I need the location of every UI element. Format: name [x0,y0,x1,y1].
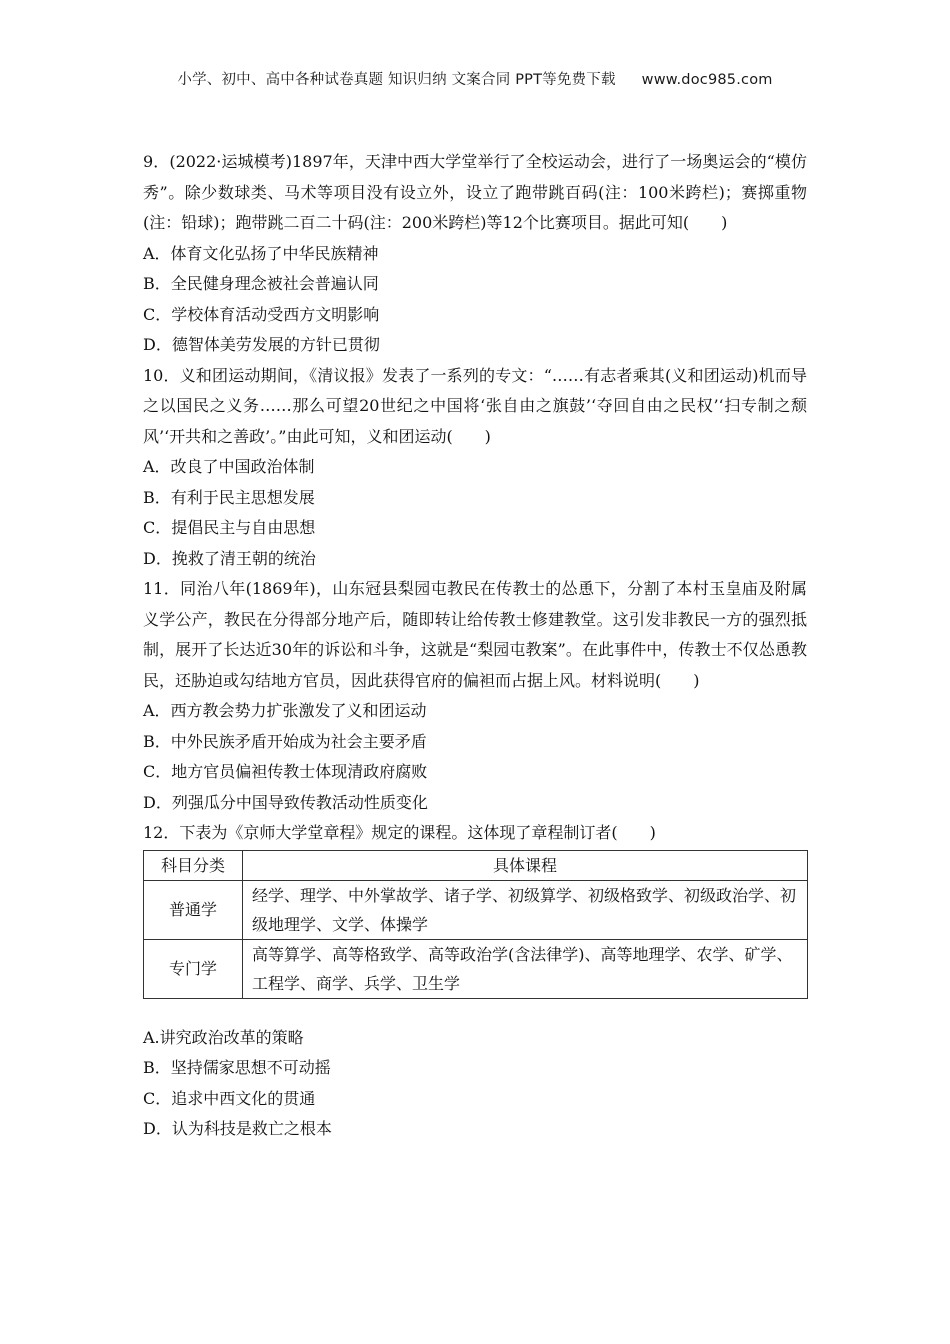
question-12-option-d: D．认为科技是救亡之根本 [143,1119,332,1138]
table-cell-courses: 经学、理学、中外掌故学、诸子学、初级算学、初级格致学、初级政治学、初级地理学、文学、体操学 [243,880,808,939]
question-10 [143,361,807,575]
question-9-option-a: A．体育文化弘扬了中华民族精神 [143,243,379,263]
question-9-option-c: C．学校体育活动受西方文明影响 [143,304,380,324]
question-12-option-c: C．追求中西文化的贯通 [143,1088,316,1108]
question-9 [143,147,807,361]
question-12-stem: 12．下表为《京师大学堂章程》规定的课程。这体现了章程制订者( ) [143,823,656,842]
question-12-option-a: A.讲究政治改革的策略 [143,1027,304,1047]
question-9-option-d: D．德智体美劳发展的方针已贯彻 [143,335,380,354]
question-12 [143,818,807,1145]
course-table [143,850,808,999]
question-12-option-b: B．坚持儒家思想不可动摇 [143,1058,331,1077]
question-10-option-c: C．提倡民主与自由思想 [143,518,316,537]
table-header-courses: 具体课程 [243,850,808,880]
question-10-option-b: B．有利于民主思想发展 [143,487,315,507]
page-header [0,68,950,89]
table-row [144,939,808,998]
question-10-stem: 10．义和团运动期间，《清议报》发表了一系列的专文：“……有志者乘其(义和团运动)机而导之以国民之义务……那么可望20世纪之中国将‘张自由之旗鼓’‘夺回自由之民权’‘扫专制之颓风’‘开共和之善政’。”由此可知，义和团运动( ) [143,365,807,446]
table-row [144,880,808,939]
question-11 [143,574,807,818]
question-11-option-c: C．地方官员偏袒传教士体现清政府腐败 [143,762,428,781]
question-11-option-d: D．列强瓜分中国导致传教活动性质变化 [143,792,428,812]
table-header-category: 科目分类 [144,850,243,880]
question-9-option-b: B．全民健身理念被社会普遍认同 [143,274,379,293]
question-11-stem: 11．同治八年(1869年)，山东冠县梨园屯教民在传教士的怂恿下，分割了本村玉皇庙及附属义学公产，教民在分得部分地产后，随即转让给传教士修建教堂。这引发非教民一方的强烈抵制，展开了长达近30年的诉讼和斗争，这就是“梨园屯教案”。在此事件中，传教士不仅怂恿教民，还胁迫或勾结地方官员，因此获得官府的偏袒而占据上风。材料说明( ) [143,579,807,690]
question-10-option-d: D．挽救了清王朝的统治 [143,548,316,568]
question-12-options [143,1023,807,1145]
table-cell-category: 专门学 [144,939,243,998]
table-cell-courses: 高等算学、高等格致学、高等政治学(含法律学)、高等地理学、农学、矿学、工程学、商学、兵学、卫生学 [243,939,808,998]
header-text: 小学、初中、高中各种试卷真题 知识归纳 文案合同 PPT等免费下载 [177,72,616,88]
table-cell-category: 普通学 [144,880,243,939]
table-header-row [144,850,808,880]
question-11-option-b: B．中外民族矛盾开始成为社会主要矛盾 [143,731,427,751]
question-11-option-a: A．西方教会势力扩张激发了义和团运动 [143,701,427,720]
question-9-stem: 9．(2022·运城模考)1897年，天津中西大学堂举行了全校运动会，进行了一场奥运会的“模仿秀”。除少数球类、马术等项目没有设立外，设立了跑带跳百码(注：100米跨栏)；赛掷重物(注：铅球)；跑带跳二百二十码(注：200米跨栏)等12个比赛项目。据此可知( ) [143,152,807,232]
exam-content [143,147,807,1145]
question-10-option-a: A．改良了中国政治体制 [143,457,315,476]
header-site-link[interactable]: www.doc985.com [641,72,773,88]
